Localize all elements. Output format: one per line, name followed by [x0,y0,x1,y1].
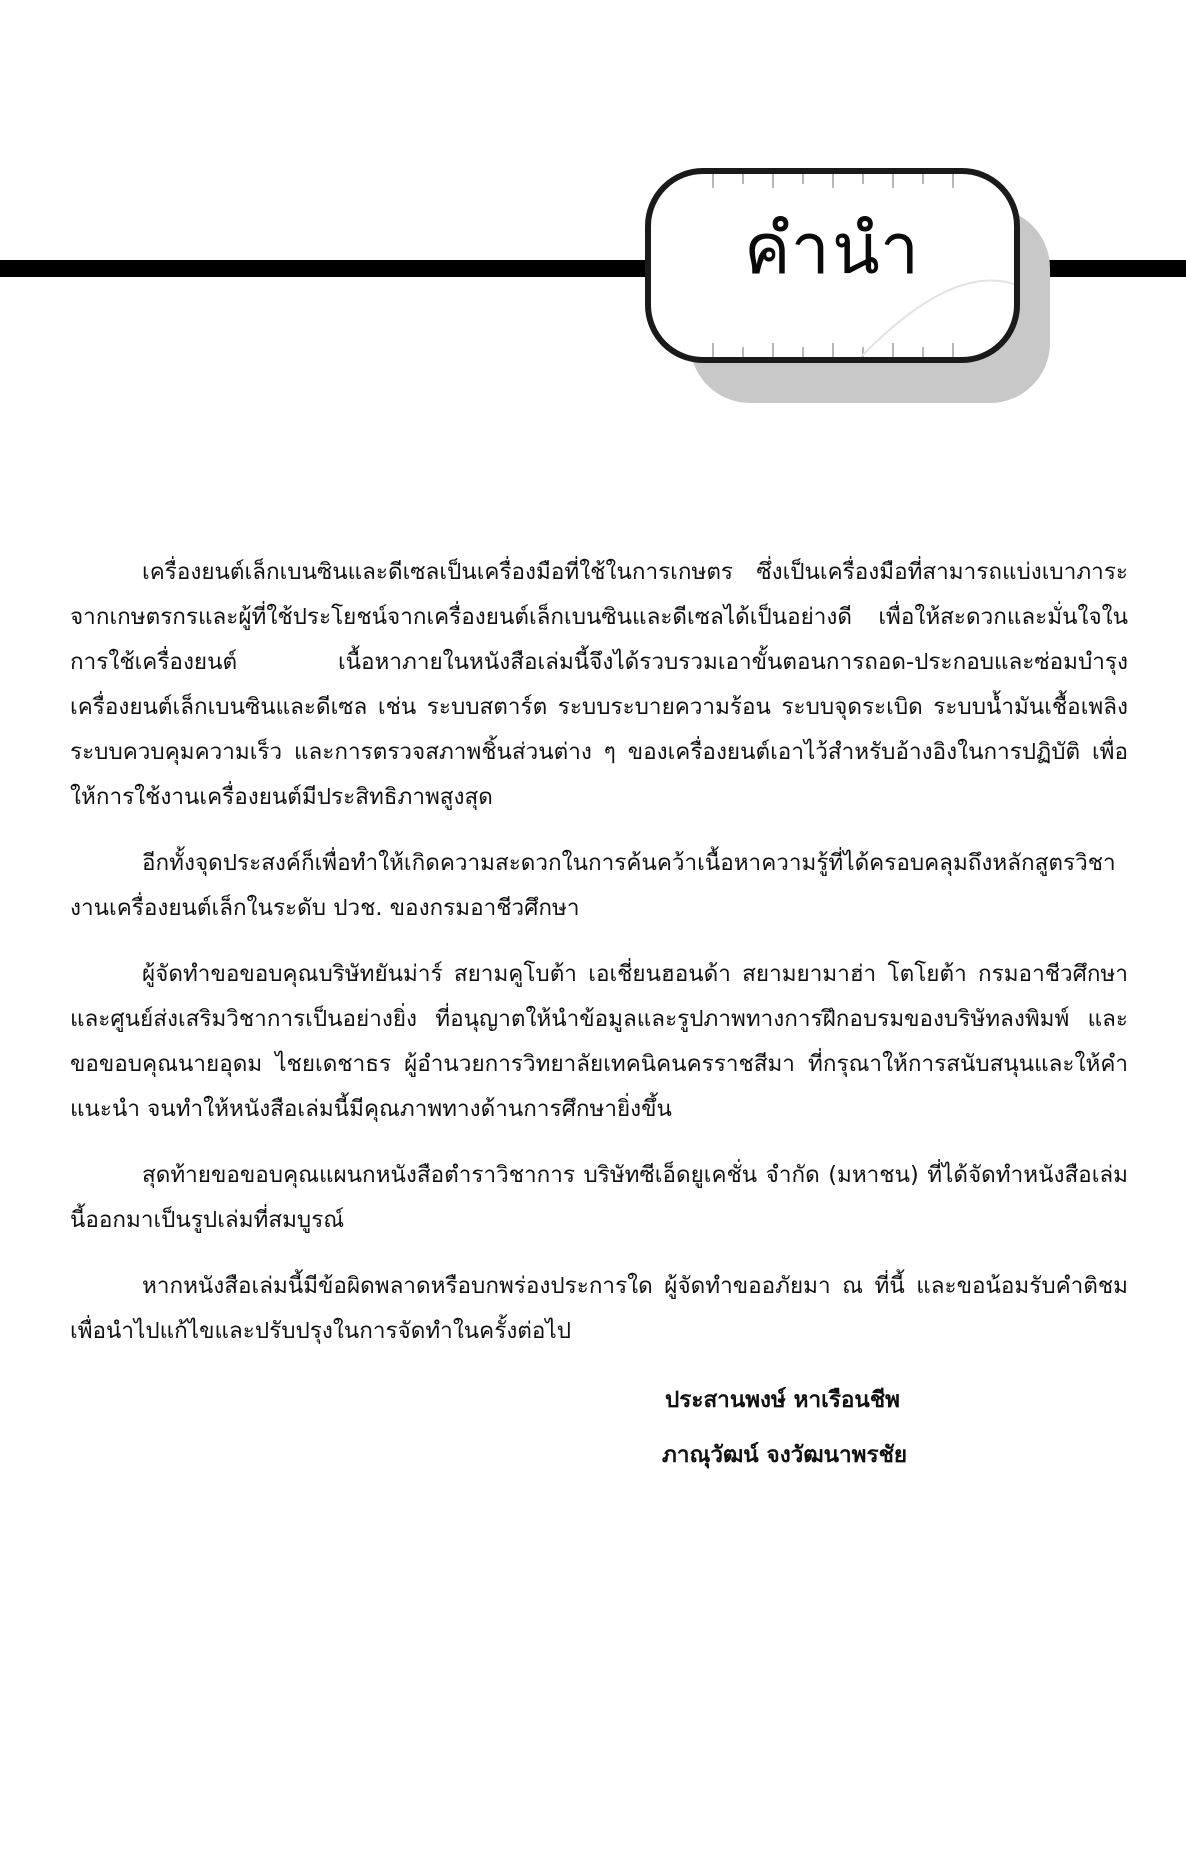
paragraph-3: ผู้จัดทำขอขอบคุณบริษัทยันม่าร์ สยามคูโบต้า เอเชี่ยนฮอนด้า สยามยามาฮ่า โตโยต้า กรมอาชีวศึกษา และศูนย์ส่งเสริมวิชาการเป็นอย่างยิ่ง ที่อนุญาตให้นำข้อมูลและรูปภาพทางการฝึกอบรมของบริษัทลงพิมพ์ และขอขอบคุณนายอุดม ไชยเดชาธร ผู้อำนวยการวิทยาลัยเทคนิคนครราชสีมา ที่กรุณาให้การสนับสนุนและให้คำแนะนำ จนทำให้หนังสือเล่มนี้มีคุณภาพทางด้านการศึกษายิ่งขึ้น [70,961,1128,1122]
paragraph-4: สุดท้ายขอขอบคุณแผนกหนังสือตำราวิชาการ บริษัทซีเอ็ดยูเคชั่น จำกัด (มหาชน) ที่ได้จัดทำหนังสือเล่มนี้ออกมาเป็นรูปเล่มที่สมบูรณ์ [70,1162,1128,1233]
author-name-1: ประสานพงษ์ หาเรือนชีพ [665,1387,900,1413]
paragraph-5: หากหนังสือเล่มนี้มีข้อผิดพลาดหรือบกพร่องประการใด ผู้จัดทำขออภัยมา ณ ที่นี้ และขอน้อมรับคำติชมเพื่อนำไปแก้ไขและปรับปรุงในการจัดทำในครั้งต่อไป [70,1273,1128,1344]
signature-block [662,1373,1025,1483]
author-name-2: ภาณุวัฒน์ จงวัฒนาพรชัย [662,1442,908,1468]
paragraph-2: อีกทั้งจุดประสงค์ก็เพื่อทำให้เกิดความสะดวกในการค้นคว้าเนื้อหาความรู้ที่ได้ครอบคลุมถึงหลักสูตรวิชางานเครื่องยนต์เล็กในระดับ ปวช. ของกรมอาชีวศึกษา [70,850,1116,921]
preface-body [70,550,1128,1375]
title-box [645,168,1020,363]
paragraph-1: เครื่องยนต์เล็กเบนซินและดีเซลเป็นเครื่องมือที่ใช้ในการเกษตร ซึ่งเป็นเครื่องมือที่สามารถแบ่งเบาภาระจากเกษตรกรและผู้ที่ใช้ประโยชน์จากเครื่องยนต์เล็กเบนซินและดีเซลได้เป็นอย่างดี เพื่อให้สะดวกและมั่นใจในการใช้เครื่องยนต์ เนื้อหาภายในหนังสือเล่มนี้จึงได้รวบรวมเอาขั้นตอนการถอด-ประกอบและซ่อมบำรุงเครื่องยนต์เล็กเบนซินและดีเซล เช่น ระบบสตาร์ต ระบบระบายความร้อน ระบบจุดระเบิด ระบบน้ำมันเชื้อเพลิง ระบบควบคุมความเร็ว และการตรวจสภาพชิ้นส่วนต่าง ๆ ของเครื่องยนต์เอาไว้สำหรับอ้างอิงในการปฏิบัติ เพื่อให้การใช้งานเครื่องยนต์มีประสิทธิภาพสูงสุด [70,559,1128,810]
page-title: คำนำ [743,208,922,290]
